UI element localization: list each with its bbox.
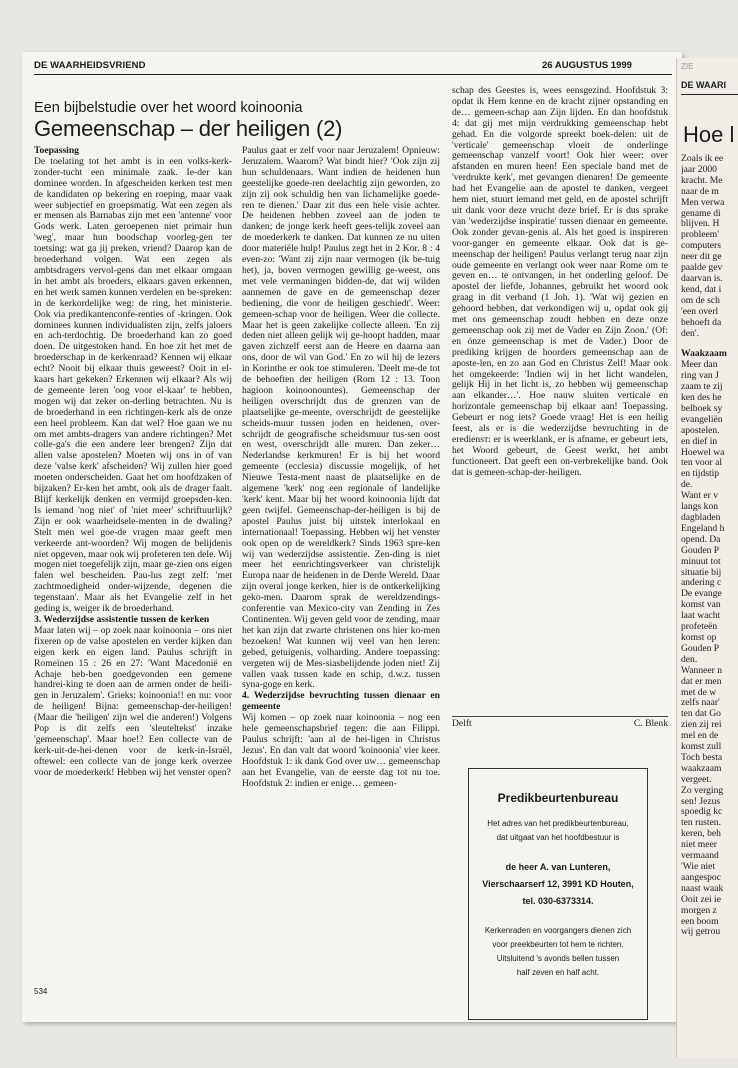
ad-text: half zeven en half acht. [516,968,600,977]
ad-text: voor preekbeurten tot hem te richten. [492,940,624,949]
facing-line: ten voor al [681,457,723,469]
facing-line: niet meer [681,839,717,851]
facing-line: Meer dan [681,359,718,371]
facing-line: neer dit ge [681,251,722,263]
issue-date: 26 AUGUSTUS 1999 [542,60,632,71]
ad-text: Uitsluitend 's avonds bellen tussen [496,954,620,963]
facing-line: vermaand [681,850,719,862]
facing-line: belboek sy [681,402,723,414]
facing-line: Wanneer n [681,664,723,676]
body-text: Maar laten wij – op zoek naar koinoonia – ons niet fixeren op de valse apostelen en verder kijken dan eigen kerk en eigen land. Paulus schrijft in Romeinen 15 : 26 en 27: 'Want Macedonië en Achaje heb-ben goedgevonden een gemene handrei-king te doen aan de armen onder de heili-gen in Jeruzalem'. Grieks: koinoonia!! en nu: voor de heiligen! Bijna: gemeenschap-der-heiligen! (Maar die 'heiligen' zijn wel die anderen!) Volgens Pop is dit zelfs een 'sleuteltekst' inzake 'gemeenschap'. Maar hoe!? Een collecte van de kerk-uit-de-hei-denen voor de kerk-in-Israël, oftewel: een collecte van de jonge kerk overzee voor de moederkerk! Hebben wij het venster open? [34,624,232,778]
facing-line: andering c [681,577,722,589]
facing-line: gename di [681,207,721,219]
facing-line: Gouden P [681,642,720,654]
facing-line: De evange [681,588,722,600]
facing-line: 'een overl [681,305,719,317]
facing-line: ken des he [681,392,722,404]
facing-line: Zoals ik ee [681,154,724,164]
facing-line: de. [681,479,693,491]
body-text: Wij komen – op zoek naar koinoonia – nog een hele gemeenschapsbrief tegen: die aan Filippi. Paulus schrijft: 'aan al de hei-ligen in Christus Jezus'. En dan valt dat woord 'koinoonia' vier keer. Hoofdstuk 1: ik dank God over uw… gemeenschap aan het Evangelie, van de eerste dag tot nu toe. Hoofdstuk 2: indien er enige… gemeen- [242,712,440,789]
signature-place: Delft [452,718,472,729]
facing-page-top: ZIE [681,62,694,71]
facing-line: kracht. Me [681,174,723,186]
facing-line: komst op [681,631,717,643]
facing-line: Toch besta [681,751,723,763]
header-rule [34,74,672,75]
facing-line: Men verwa [681,196,725,208]
facing-line: ten rusten. [681,817,721,829]
facing-header-rule [681,94,738,95]
facing-line: zaam te zij [681,381,723,393]
facing-line: Hoewel wa [681,446,725,458]
facing-line: apostelen. [681,424,720,436]
ad-text: Kerkenraden en voorgangers dienen zich [484,926,632,935]
page-number: 534 [34,987,48,996]
article-column-2 [242,146,440,982]
facing-line: Want er v [681,490,719,502]
ad-contact-name: de heer A. van Lunteren, [505,862,611,872]
facing-line: zelfs naar' [681,697,720,709]
facing-line: den. [681,653,698,665]
facing-line: met de w [681,686,717,698]
facing-page-edge [676,58,738,1058]
body-text: Paulus gaat er zelf voor naar Jeruzalem! Opnieuw: Jeruzalem. Waarom? Wat bindt hier? 'Ook zijn zij hun schuldenaars. Want indien de heidenen hun geestelijke goede-ren deelachtig zijn geworden, zo zijn zij ook schuldig hen van lichamelijke goede-ren te dienen.' Daar zit dus een hele visie achter. De heidenen hebben zoveel aan de joden te danken; de jonge kerk heeft gees-telijk zoveel aan de moederkerk te danken. Dat kunnen ze nu uiten door materiële hulp! Paulus zegt het in 2 Kor. 8 : 4 even-zo: 'Want zij zijn naar vermogen (ik be-tuig het), ja, boven vermogen gewillig ge-weest, ons met vele vermaningen bidden-de, dat wij wilden aannemen de gave en de gemeenschap dezer bediening, die voor de heiligen geschiedt'. Weer: gemeen-schap voor de heiligen. Weer die collecte. Maar het is geen zakelijke collecte alleen. 'En zij deden niet alleen gelijk wij ge-hoopt hadden, maar gaven zichzelf eerst aan de Heere en daarna aan ons, door de wil van God.' En zo wil hij de lezers in Korinthe er ook toe stimuleren. 'Deelt me-de tot de behoeften der heiligen (Rom 12 : 13. Toon hagioon koinoonountes). Gemeenschap der heiligen overschrijdt dus de grenzen van de plaatselijke ge-meente, overschrijdt de geestelijke scheids-muur tussen joden en heidenen, over-schrijdt de geografische scheidsmuur tus-sen oost en west, overschrijdt alle muren. Dan zeker… Nederlandse kerkmuren! Er is bij het woord gemeente (ecclesia) discussie mogelijk, of het Nieuwe Testa-ment naast de plaatselijke en de algemene 'kerk' nog een regionale of landelijke 'kerk' kent. Maar bij het woord koinoonia lijdt dat geen twijfel. Gemeenschap-der-heiligen is bij de apostel Paulus juist bij uitstek interlokaal en internationaal! Toepassing. Hebben wij het venster ook open op de wereldkerk? Sinds 1963 spre-ken wij van wederzijdse assistentie. Zen-ding is niet meer het eenrichtingsverkeer van christelijk Europa naar de heidenen in de Derde Wereld. Daar zijn overal jonge kerken, hier is de ontkerkelijking geko-men. Daarom sprak de wereldzendings-conferentie van Mexico-city van Zending in Zes Continenten. Wij geven geld voor de zending, maar het kan zijn dat zwarte christenen ons hier ko-men bezoeken! Wat kunnen wij veel van hen leren: gebed, getuigenis, volharding. Andere toepassing: vergeten wij de Mes-siasbelijdende joden niet! Zij vallen vaak tussen kade en schip, d.w.z. tussen syna-goge en kerk. [242,146,440,691]
facing-line: blijven. H [681,218,720,230]
facing-line: en tijdstip [681,468,720,480]
article-column-3 [452,86,668,706]
facing-line: situatie bij [681,566,722,578]
facing-line: sen! Jezus [681,795,721,807]
facing-line: den'. [681,327,699,339]
facing-line: ten dat Go [681,708,721,720]
body-text: De toelating tot het ambt is in een volks-kerk-zonder-tucht een minimale zaak. Ie-der kan dominee worden. In afgescheiden kerken test men de kandidaten op bekering en roeping, maar vaak weer subjectief en groepsmatig. Wat een zegen als er mensen als Barnabas zijn met een 'antenne' voor Gods werk. Laten geroepenen niet primair hun 'weg', maar hun boodschap voorleg-gen ter toetsing: wat ga jij preken, vriend? Daarop kan de broederhand volgen. Wat een zegen als ambtsdragers vervol-gens dan met elkaar omgaan in het ambt als broeders, elkaars gaven erkennen, en het werk samen kunnen verdelen en be-spreken: in de kerkordelijke weg: de ring, het ministerie. Ook via predikantenconfe-renties of -kringen. Ook dominees kunnen individualisten zijn, zelfs jaloers en ach-terdochtig. De broederhand kan zo goed doen. De uitgestoken hand. En hoe zit het met de broederschap in de kerkenraad? Kennen wij elkaar echt? Nooit bij elkaar thuis geweest? Ooit in el-kaars hart gekeken? Erkennen wij elkaar? Als wij de gemeente leren 'oog voor el-kaar' te hebben, mogen wij dat zeker on-derling betrachten. Nu is de broederhand in een richtingen-kerk als de onze een heel probleem. Kan dat wel? Hoe gaan we nu om met ambts-dragers van andere richtingen? Met colle-ga's die een andere leer brengen? Zijn dat allen valse apostelen? Moeten wij ons in of van deze 'valse kerk' afscheiden? Wij zullen hier goed moeten onderscheiden. Gaat het om hoofdzaken of bijzaken? Er-ken het ambt, ook als de drager faalt. Blijf kerkelijk denken en vermijd groepsden-ken. Is iemand 'nog niet' of 'niet meer' schriftuurlijk? Zijn er ook waarheidsele-menten in de dwaling? Stelt men wel goe-de vragen maar geeft men verkeerde ant-woorden? Wij mogen de belijdenis niet opgeven, maar ook wij profeteren ten dele. Wij mogen niet toegefelijk zijn, maar ge-zien ons eigen falen wel bescheiden. Pau-lus zegt zelf: 'met zachtmoedigheid onder-wijzende, degenen die tegenstaan'. Maar als het Evangelie zelf in het geding is, weiger ik de broederhand. [34,155,232,615]
magazine-page [22,52,682,1022]
facing-line: naast waak [681,882,724,894]
facing-column [681,154,738,938]
facing-line: waakzaam [681,762,722,774]
facing-line: minuut tot [681,555,721,567]
facing-line: kend, dat i [681,283,722,295]
facing-line: langs kon [681,501,719,513]
facing-line: Zo verging [681,784,724,796]
section-heading: 3. Wederzijdse assistentie tussen de kerken [34,613,210,625]
facing-line: paalde gev [681,262,723,274]
signature-block [452,716,668,740]
masthead: DE WAARHEIDSVRIEND [34,60,146,71]
facing-line: wij getrou [681,926,721,938]
facing-line: mel en de [681,730,719,742]
advertisement-box [468,768,648,1020]
facing-line: komst zull [681,741,722,753]
ad-title: Predikbeurtenbureau [497,791,619,805]
section-heading: 4. Wederzijdse bevruchting tussen dienaar en gemeente [242,690,440,713]
facing-line: naar de m [681,185,719,197]
ad-text: Het adres van het predikbeurtenbureau, [487,819,629,828]
facing-line: dagbladen [681,512,721,523]
facing-line: keren, beh [681,828,721,840]
facing-line: dat er men [681,675,722,687]
body-text: schap des Geestes is, wees eensgezind. Hoofdstuk 3: opdat ik Hem kenne en de kracht zijner opstanding en de… gemeen-schap aan Zijn lijden. En dan hoofdstuk 4: dat gij met mijn verdrukking gemeenschap hebt gehad. En die volgorde spreekt boek-delen: uit de 'verticale' gemeenschap vloeit de onderlinge gemeenschap vanzelf voort! Ook hier weer: over afstanden en muren heen! Een speciale band met de 'verdrukte kerk', met gevangen dienaren! De gemeente had het Evangelie aan de apostel te danken, vergeet hem niet, stuurt iemand met geld, en de apostel schrijft uit dank voor deze vrucht deze brief. Er is dus sprake van 'wederzijdse inspiratie' tussen dienaar en gemeente. Ook zonder gevan-genis al. Als het goed is inspireren voor-ganger en gemeente elkaar. Ook dat is ge-meenschap der heiligen! Paulus verlangt terug naar zijn oude gemeente en verlangt ook weer naar Rome om te geven en… te ontvangen, in het onderling geloof. De apostel der liefde, Johannes, gebruikt het woord ook graag in dit verband (1 Joh. 1). 'Wat wij gezien en gehoord hebben, dat verkondigen wij u, opdat ook gij met ons gemeenschap zoudt hebben en deze onze gemeenschap ook zij met de Vader en Zijn Zoon.' (Of: en ónze gemeenschap is met de Vader.) Door de prediking krijgen de hoorders gemeenschap aan de apostе-len, en zo aan God en Christus Zelf! Maar ook het omgekeerde: 'Indien wij in het licht wandelen, gelijk Hij in het licht is, zo hebben wij gemeenschap aan elkander…'. Hoe nauw sluiten verticale en horizontale gemeenschap bij elkaar aan! Toepassing. Gebeurt er nog iets? Goede vraag! Het is een heilig feest, als er is die wederzijdse bevruchting in de erediensт: er is weerklank, er is afname, er gebeurt iets, het Woord gebeurt, de Geest werkt, het ambt functioneert. Dat geeft een on-verbrekelijke band. Ook dat is gemeen-schap-der-heiligen. [452,86,668,478]
article-kicker: Een bijbelstudie over het woord koinoonia [34,100,303,116]
facing-line: komst van [681,599,721,611]
facing-line: morgen z [681,904,717,916]
facing-line: en dief in [681,435,718,447]
facing-line: computers [681,240,721,252]
facing-line: jaar 2000 [681,163,717,175]
facing-line: evangeliën [681,413,723,425]
signature-author: C. Blenk [633,718,668,729]
facing-line: 'Wie niet [681,861,716,872]
ad-contact-address: Vierschaarserf 12, 3991 KD Houten, [482,879,634,889]
facing-title: Hoe l [683,122,735,147]
facing-line: om de sch [681,294,720,306]
facing-line: daarvan is. [681,272,723,284]
section-heading: Toepassing [34,146,79,156]
facing-line: Engeland h [681,522,725,534]
article-title: Gemeenschap – der heiligen (2) [34,116,343,141]
facing-line: Gouden P [681,544,720,556]
facing-line: vergeet. [681,773,712,785]
ad-contact-phone: tel. 030-6373314. [522,896,594,906]
facing-line: spoedig kc [681,806,723,818]
facing-line: zien zij rei [681,719,722,731]
facing-heading: Waakzaam [681,348,727,360]
facing-line: behoeft da [681,316,722,328]
facing-line: aangespoc [681,871,721,883]
facing-masthead: DE WAARI [681,80,726,90]
facing-line: probleem' [681,229,719,241]
facing-line: een boom [681,915,719,927]
facing-line: Ooit zei ie [681,893,721,905]
facing-line: ring van J [681,370,719,382]
facing-line: laat wacht [681,610,721,622]
facing-line: opend. Da [681,533,721,545]
ad-text: dat uitgaat van het hoofdbestuur is [496,833,620,842]
article-column-1 [34,146,232,982]
facing-line: profeteën [681,621,718,633]
